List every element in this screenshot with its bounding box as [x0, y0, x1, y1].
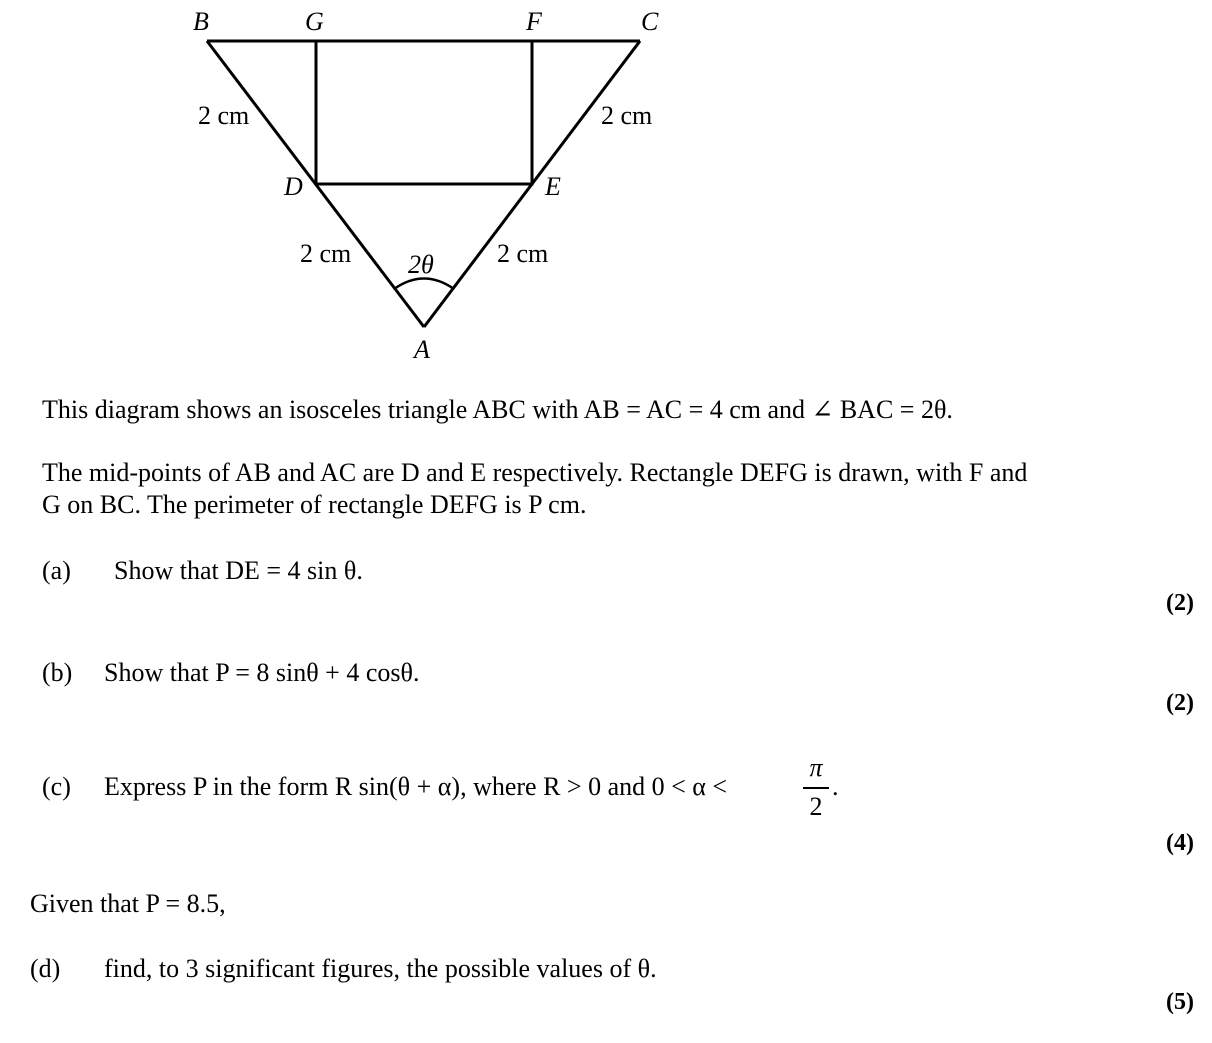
part-c-fraction-bar: [803, 787, 829, 789]
length-bd-label: 2 cm: [198, 101, 250, 130]
intro-line-2a: The mid-points of AB and AC are D and E respectively. Rectangle DEFG is drawn, with F and: [42, 458, 1028, 487]
part-c-fraction-numerator: π: [809, 753, 823, 782]
length-da-label: 2 cm: [300, 239, 352, 268]
intro-line-2b: G on BC. The perimeter of rectangle DEFG is P cm.: [42, 490, 587, 519]
part-c-label: (c): [42, 772, 71, 801]
part-c-end: .: [832, 772, 839, 801]
part-c-text: Express P in the form R sin(θ + α), where R > 0 and 0 < α <: [104, 772, 728, 801]
part-d-marks: (5): [1166, 989, 1194, 1015]
part-b-marks: (2): [1166, 690, 1194, 716]
angle-arc: [394, 279, 454, 290]
rectangle-defg: [316, 41, 532, 184]
point-a-label: A: [414, 335, 430, 364]
point-d-label: D: [284, 172, 303, 201]
triangle-diagram: [0, 0, 700, 370]
length-ea-label: 2 cm: [497, 239, 549, 268]
length-ce-label: 2 cm: [601, 101, 653, 130]
point-b-label: B: [193, 7, 209, 36]
part-a-text: Show that DE = 4 sin θ.: [114, 556, 363, 585]
point-c-label: C: [641, 7, 659, 36]
point-f-label: F: [526, 7, 542, 36]
intro-line-1: This diagram shows an isosceles triangle ABC with AB = AC = 4 cm and ∠ BAC = 2θ.: [42, 395, 953, 424]
part-d-label: (d): [30, 954, 61, 983]
part-d-text: find, to 3 significant figures, the possible values of θ.: [104, 954, 657, 983]
part-c-fraction-denominator: 2: [809, 792, 823, 821]
given-text: Given that P = 8.5,: [30, 889, 226, 918]
part-c-marks: (4): [1166, 830, 1194, 856]
part-a-label: (a): [42, 556, 71, 585]
part-b-label: (b): [42, 658, 73, 687]
angle-label: 2θ: [408, 250, 434, 279]
part-b-text: Show that P = 8 sinθ + 4 cosθ.: [104, 658, 420, 687]
point-e-label: E: [545, 172, 561, 201]
point-g-label: G: [305, 7, 324, 36]
part-a-marks: (2): [1166, 590, 1194, 616]
